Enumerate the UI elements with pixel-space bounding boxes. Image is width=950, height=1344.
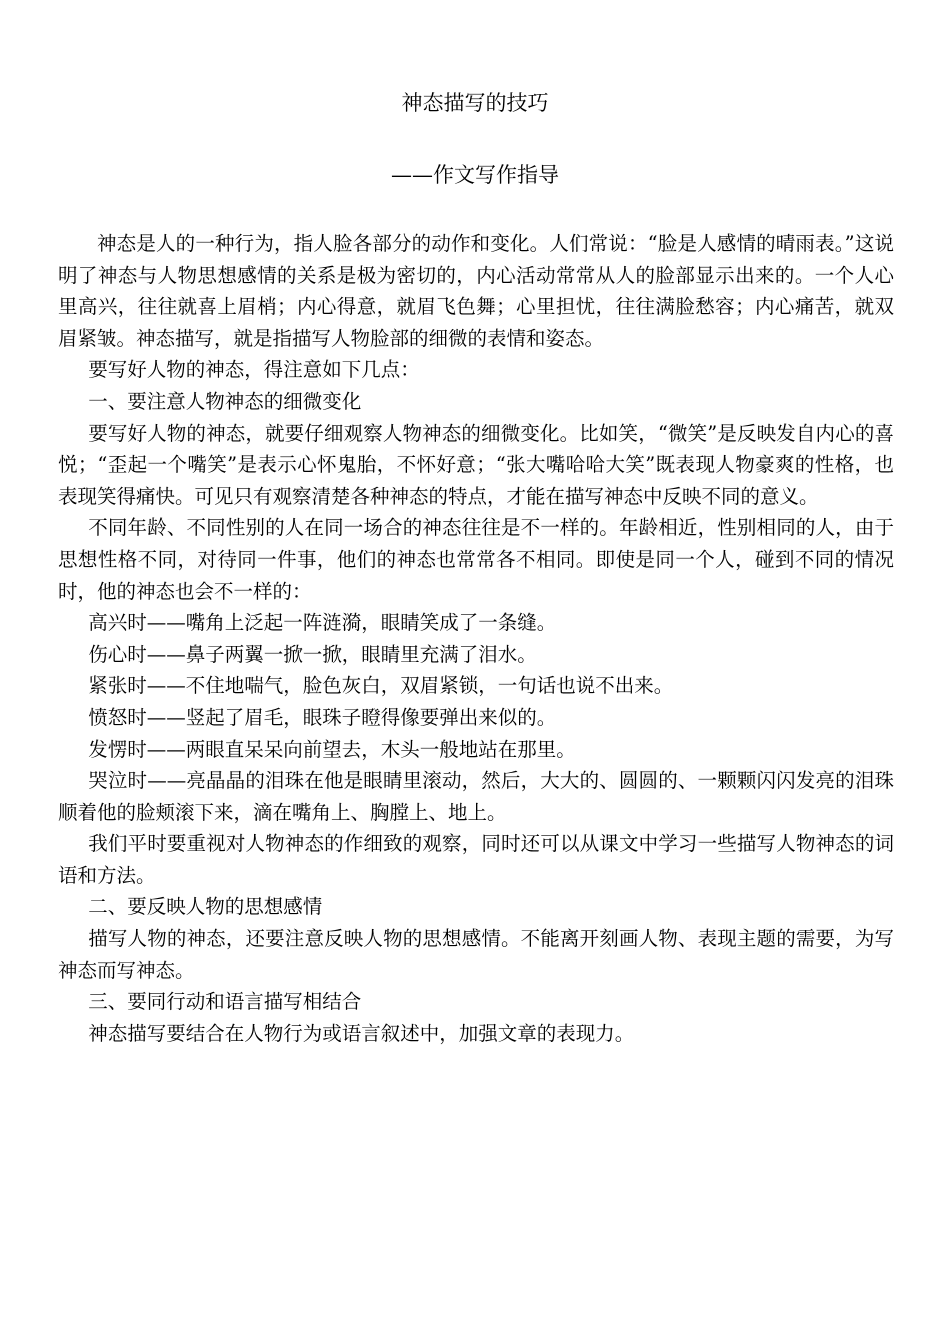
document-title: 神态描写的技巧 xyxy=(401,91,549,115)
document-body xyxy=(58,228,894,1049)
section-heading-2: 二、要反映人物的思想感情 xyxy=(88,895,323,919)
body-paragraph: 要写好人物的神态，就要仔细观察人物神态的细微变化。比如笑，“微笑”是反映发自内心的喜悦；“歪起一个嘴笑”是表示心怀鬼胎，不怀好意；“张大嘴哈哈大笑”既表现人物豪爽的性格，也表现笑得痛快。可见只有观察清楚各种神态的特点，才能在描写神态中反映不同的意义。 xyxy=(58,421,894,508)
body-paragraph: 我们平时要重视对人物神态的作细致的观察，同时还可以从课文中学习一些描写人物神态的词语和方法。 xyxy=(58,832,894,887)
expression-example-nervous: 紧张时——不住地喘气，脸色灰白，双眉紧锁，一句话也说不出来。 xyxy=(88,674,674,698)
expression-example-angry: 愤怒时——竖起了眉毛，眼珠子瞪得像要弹出来似的。 xyxy=(88,705,557,729)
intro-paragraph: 神态是人的一种行为，指人脸各部分的动作和变化。人们常说：“脸是人感情的晴雨表。”这说明了神态与人物思想感情的关系是极为密切的，内心活动常常从人的脸部显示出来的。一个人心里高兴，往往就喜上眉梢；内心得意，就眉飞色舞；心里担忧，往往满脸愁容；内心痛苦，就双眉紧皱。神态描写，就是指描写人物脸部的细微的表情和姿态。 xyxy=(58,232,894,350)
body-paragraph: 描写人物的神态，还要注意反映人物的思想感情。不能离开刻画人物、表现主题的需要，为写神态而写神态。 xyxy=(58,927,894,982)
document-subtitle: ——作文写作指导 xyxy=(391,163,559,187)
expression-example-crying: 哭泣时——亮晶晶的泪珠在他是眼睛里滚动，然后，大大的、圆圆的、一颗颗闪闪发亮的泪珠顺着他的脸颊滚下来，滴在嘴角上、胸膛上、地上。 xyxy=(58,769,894,824)
expression-example-happy: 高兴时——嘴角上泛起一阵涟漪，眼睛笑成了一条缝。 xyxy=(88,611,557,635)
expression-example-dazed: 发愣时——两眼直呆呆向前望去，木头一般地站在那里。 xyxy=(88,737,576,761)
body-paragraph: 要写好人物的神态，得注意如下几点： xyxy=(88,358,420,382)
section-heading-3: 三、要同行动和语言描写相结合 xyxy=(88,990,362,1014)
body-paragraph: 神态描写要结合在人物行为或语言叙述中，加强文章的表现力。 xyxy=(88,1021,635,1045)
body-paragraph: 不同年龄、不同性别的人在同一场合的神态往往是不一样的。年龄相近，性别相同的人，由于思想性格不同，对待同一件事，他们的神态也常常各不相同。即使是同一个人，碰到不同的情况时，他的神态也会不一样的： xyxy=(58,516,894,603)
expression-example-sad: 伤心时——鼻子两翼一掀一掀，眼睛里充满了泪水。 xyxy=(88,642,537,666)
section-heading-1: 一、要注意人物神态的细微变化 xyxy=(88,389,362,413)
